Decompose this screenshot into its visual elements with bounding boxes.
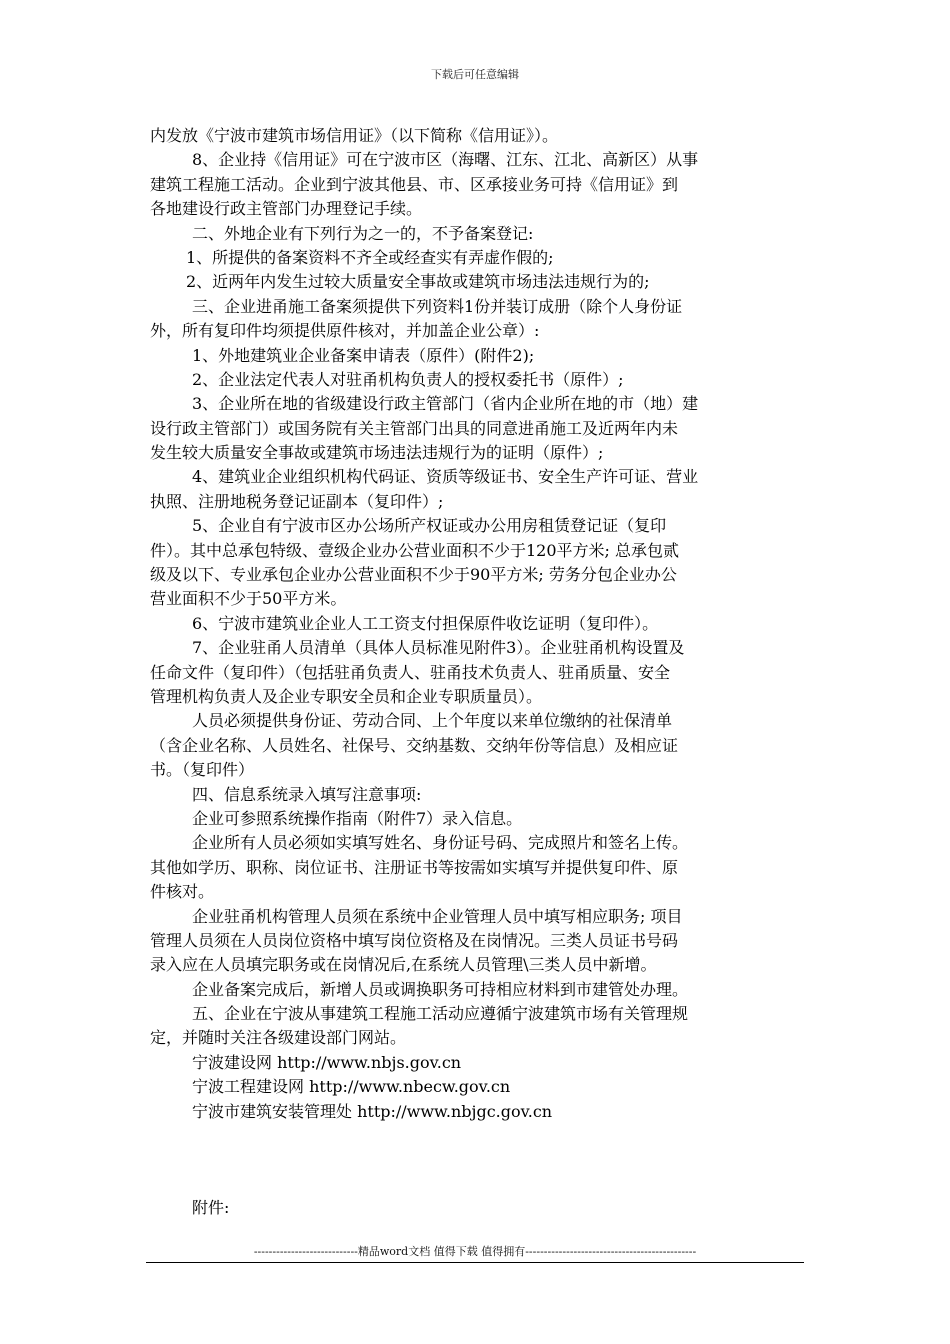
paragraph-line: 各地建设行政主管部门办理登记手续。 [150,199,423,219]
paragraph-line: 3、企业所在地的省级建设行政主管部门（省内企业所在地的市（地）建 [192,394,699,414]
paragraph-line: 三、企业进甬施工备案须提供下列资料1份并装订成册（除个人身份证 [192,296,683,316]
paragraph-line: 人员必须提供身份证、劳动合同、上个年度以来单位缴纳的社保清单 [192,711,673,731]
paragraph-line: （含企业名称、人员姓名、社保号、交纳基数、交纳年份等信息）及相应证 [150,735,679,755]
paragraph-line: 宁波建设网 http://www.nbjs.gov.cn [192,1052,462,1072]
paragraph-line: 件核对。 [150,882,215,902]
paragraph-line: 5、企业自有宁波市区办公场所产权证或办公用房租赁登记证（复印 [192,516,667,536]
paragraph-line: 执照、注册地税务登记证副本（复印件）; [150,491,444,511]
paragraph-line: 6、宁波市建筑业企业人工工资支付担保原件收讫证明（复印件）。 [192,613,659,633]
paragraph-line: 1、所提供的备案资料不齐全或经查实有弄虚作假的; [186,247,554,267]
paragraph-line: 管理人员须在人员岗位资格中填写岗位资格及在岗情况。三类人员证书号码 [150,930,679,950]
paragraph-line: 2、企业法定代表人对驻甬机构负责人的授权委托书（原件）; [192,369,624,389]
paragraph-line: 级及以下、专业承包企业办公营业面积不少于90平方米; 劳务分包企业办公 [150,565,677,585]
paragraph-line: 1、外地建筑业企业备案申请表（原件）(附件2); [192,345,535,365]
paragraph-line: 企业所有人员必须如实填写姓名、身份证号码、完成照片和签名上传。 [192,833,689,853]
paragraph-line: 录入应在人员填完职务或在岗情况后,在系统人员管理\三类人员中新增。 [150,955,657,975]
paragraph-line: 发生较大质量安全事故或建筑市场违法违规行为的证明（原件）; [150,443,604,463]
paragraph-line: 五、企业在宁波从事建筑工程施工活动应遵循宁波建筑市场有关管理规 [192,1004,689,1024]
paragraph-line: 建筑工程施工活动。企业到宁波其他县、市、区承接业务可持《信用证》到 [150,174,679,194]
paragraph-line: 外，所有复印件均须提供原件核对，并加盖企业公章）: [150,321,540,341]
paragraph-line: 管理机构负责人及企业专职安全员和企业专职质量员）。 [150,686,543,706]
paragraph-line: 企业备案完成后，新增人员或调换职务可持相应材料到市建管处办理。 [192,979,689,999]
paragraph-line: 四、信息系统录入填写注意事项: [192,784,422,804]
paragraph-line: 8、企业持《信用证》可在宁波市区（海曙、江东、江北、高新区）从事 [192,150,699,170]
paragraph-line: 7、企业驻甬人员清单（具体人员标准见附件3）。企业驻甬机构设置及 [192,638,685,658]
paragraph-line: 任命文件（复印件）（包括驻甬负责人、驻甬技术负责人、驻甬质量、安全 [150,662,671,682]
page-footer: ----------------------------精品word文档 值得下载 值得拥有---------------------------------------------- [253,1245,697,1258]
paragraph-line: 企业可参照系统操作指南（附件7）录入信息。 [192,808,523,828]
paragraph-line: 二、外地企业有下列行为之一的，不予备案登记: [192,223,534,243]
paragraph-line: 宁波工程建设网 http://www.nbecw.gov.cn [192,1077,511,1097]
paragraph-line: 书。（复印件） [150,760,255,780]
paragraph-line: 4、建筑业企业组织机构代码证、资质等级证书、安全生产许可证、营业 [192,467,699,487]
attachment-label: 附件: [192,1198,230,1217]
paragraph-line: 内发放《宁波市建筑市场信用证》（以下简称《信用证》）。 [150,126,559,145]
paragraph-line: 件）。其中总承包特级、壹级企业办公营业面积不少于120平方米; 总承包贰 [150,540,680,560]
footer-rule [146,1262,804,1263]
paragraph-line: 宁波市建筑安装管理处 http://www.nbjgc.gov.cn [192,1101,553,1121]
page-header: 下载后可任意编辑 [431,68,519,81]
document-body [150,124,800,1124]
paragraph-line: 其他如学历、职称、岗位证书、注册证书等按需如实填写并提供复印件、原 [150,857,679,877]
paragraph-line: 营业面积不少于50平方米。 [150,589,347,609]
paragraph-line: 设行政主管部门）或国务院有关主管部门出具的同意进甬施工及近两年内未 [150,418,679,438]
paragraph-line: 企业驻甬机构管理人员须在系统中企业管理人员中填写相应职务; 项目 [192,906,683,926]
paragraph-line: 定，并随时关注各级建设部门网站。 [150,1028,407,1048]
paragraph-line: 2、近两年内发生过较大质量安全事故或建筑市场违法违规行为的; [186,272,650,292]
